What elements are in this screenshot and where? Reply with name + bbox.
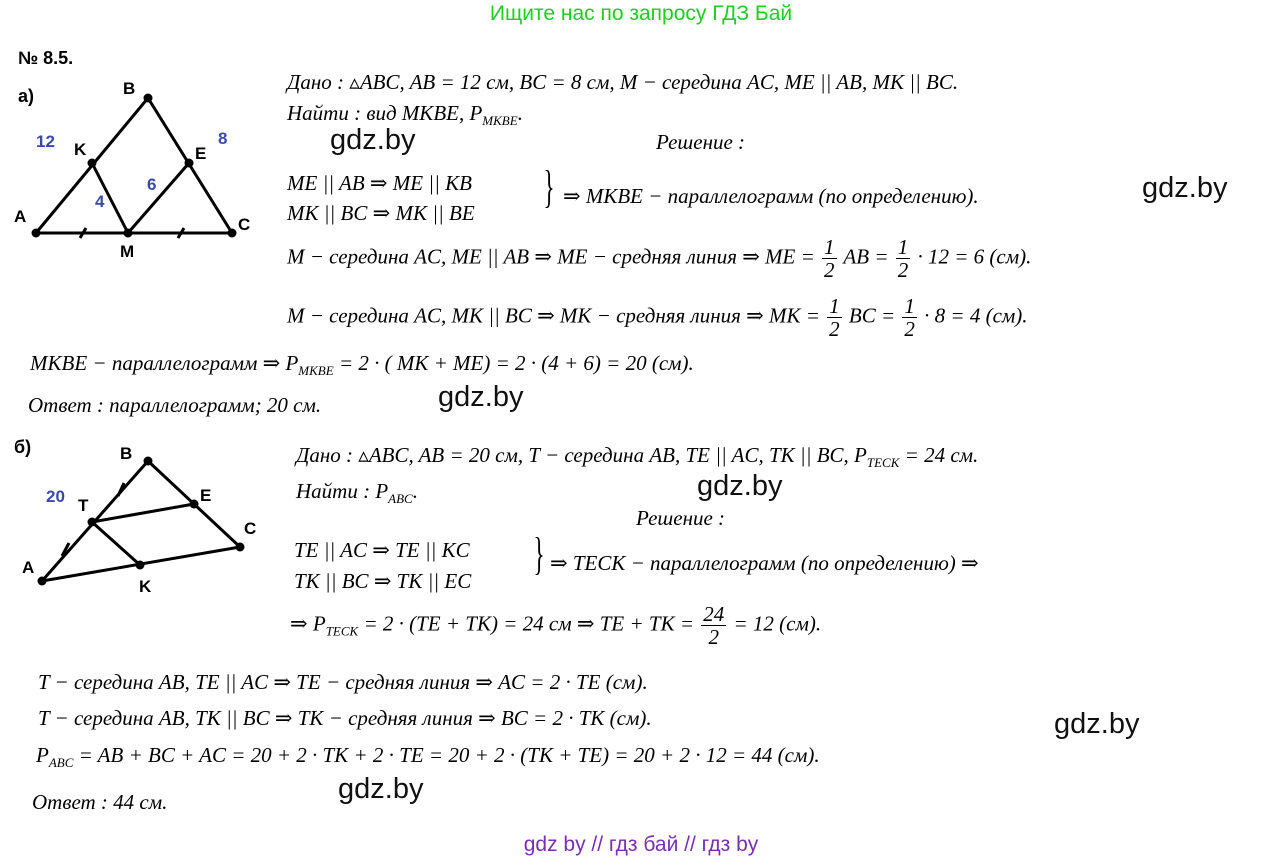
fraction bbox=[827, 295, 842, 340]
part-a-label: а) bbox=[18, 86, 35, 106]
system-b-line2: TK || BC ⇒ TK || EC bbox=[294, 569, 472, 593]
fraction-den: 2 bbox=[824, 258, 835, 283]
given-b-sub: TECK bbox=[866, 455, 900, 471]
vertex-label: A bbox=[22, 558, 35, 577]
perimeter-a-sub: MKBE bbox=[298, 363, 334, 379]
midline-bc: T − середина AB, TK || BC ⇒ TK − средняя линия ⇒ BC = 2 · TK (см). bbox=[38, 706, 652, 730]
midline-me-mid: AB = bbox=[843, 244, 889, 269]
vertex-label: B bbox=[120, 444, 133, 463]
midline-mk bbox=[287, 295, 1028, 340]
length-label: 6 bbox=[147, 175, 157, 194]
fraction-den: 2 bbox=[708, 625, 719, 650]
fraction-den: 2 bbox=[829, 317, 840, 342]
midline-me bbox=[287, 236, 1031, 281]
system-a-line2: MK || BC ⇒ MK || BE bbox=[287, 201, 475, 225]
problem-number: № 8.5. bbox=[18, 48, 74, 68]
midline-mk-mid: BC = bbox=[848, 303, 896, 328]
watermark: gdz.by bbox=[697, 470, 783, 502]
find-b: Найти : $P_{ABC}$. bbox=[296, 479, 418, 507]
brace-a: } bbox=[543, 161, 555, 212]
watermark: gdz.by bbox=[330, 124, 416, 156]
find-b-text: Найти : P bbox=[296, 479, 389, 503]
vertex-label: K bbox=[74, 140, 87, 159]
system-a-line1: ME || AB ⇒ ME || KB bbox=[287, 171, 472, 195]
watermark: gdz.by bbox=[338, 773, 424, 805]
system-a bbox=[287, 168, 475, 228]
given-b-rest: = 24 см. bbox=[899, 443, 979, 467]
solution-title-a: Решение : bbox=[656, 130, 746, 154]
perimeter-abc-rest: = AB + BC + AC = 20 + 2 · TK + 2 · TE = 20 + 2 · (TK + TE) = 20 + 2 · 12 = 44 (см). bbox=[73, 743, 820, 767]
fraction-den: 2 bbox=[897, 258, 909, 283]
midline-ac: T − середина AB, TE || AC ⇒ TE − средняя линия ⇒ AC = 2 · TE (см). bbox=[38, 670, 648, 694]
perimeter-teck-sub: TECK bbox=[325, 623, 359, 639]
solution-title-b: Решение : bbox=[636, 506, 726, 530]
watermark: gdz.by bbox=[438, 381, 524, 413]
perimeter-a bbox=[30, 351, 694, 379]
vertex-label: C bbox=[244, 519, 257, 538]
find-a-text: Найти : вид MKBE, P bbox=[287, 101, 483, 125]
vertex-label: K bbox=[139, 577, 152, 596]
find-b-sub: ABC bbox=[388, 491, 413, 507]
watermark: gdz.by bbox=[1142, 172, 1228, 204]
perimeter-abc-sub: ABC bbox=[48, 755, 74, 771]
bottom-banner: gdz by // гдз бай // гдз by bbox=[523, 833, 759, 856]
perimeter-teck bbox=[290, 603, 821, 648]
system-b-line1: TE || AC ⇒ TE || KC bbox=[294, 538, 470, 562]
brace-b: } bbox=[533, 528, 545, 579]
fraction-num: 1 bbox=[824, 235, 835, 259]
figure-a-triangle bbox=[0, 70, 280, 270]
perimeter-abc-prefix: P bbox=[36, 743, 49, 767]
vertex-label: E bbox=[200, 486, 212, 505]
vertex-label: C bbox=[238, 215, 251, 234]
midline-mk-text: M − середина AC, MK || BC ⇒ MK − средняя линия ⇒ MK = bbox=[287, 303, 820, 328]
fraction-den: 2 bbox=[904, 317, 915, 342]
system-b bbox=[294, 535, 471, 597]
fraction-num: 1 bbox=[897, 235, 909, 259]
answer-a: Ответ : параллелограмм; 20 см. bbox=[28, 393, 322, 417]
perimeter-a-prefix: MKBE − параллелограмм ⇒ P bbox=[30, 351, 299, 375]
given-a: Дано : ▵ABC, AB = 12 см, BC = 8 см, M − середина AC, ME || AB, MK || BC. bbox=[287, 70, 959, 94]
fraction-num: 1 bbox=[904, 294, 915, 318]
figure-b-triangle bbox=[0, 440, 280, 600]
length-label: 20 bbox=[46, 487, 65, 506]
system-a-result: ⇒ MKBE − параллелограмм (по определению). bbox=[563, 184, 979, 208]
find-a-sub: MKBE bbox=[482, 113, 518, 129]
vertex-label: A bbox=[14, 207, 27, 226]
perimeter-teck-mid: = 2 · (TE + TK) = 24 см ⇒ TE + TK = bbox=[358, 611, 694, 636]
given-b-text: Дано : ▵ABC, AB = 20 см, T − середина AB, TE || AC, TK || BC, P bbox=[296, 443, 867, 467]
perimeter-teck-end: = 12 (см). bbox=[733, 611, 822, 636]
length-label: 12 bbox=[36, 132, 55, 151]
perimeter-abc bbox=[36, 743, 820, 771]
top-banner: Ищите нас по запросу ГДЗ Бай bbox=[489, 2, 793, 25]
perimeter-a-rest: = 2 · ( MK + ME) = 2 · (4 + 6) = 20 (см). bbox=[333, 351, 694, 375]
midline-me-text: M − середина AC, ME || AB ⇒ ME − средняя линия ⇒ ME = bbox=[287, 244, 815, 269]
watermark: gdz.by bbox=[1054, 708, 1140, 740]
vertex-label: M bbox=[120, 242, 135, 261]
part-b-label: б) bbox=[14, 437, 32, 457]
fraction bbox=[822, 236, 837, 281]
length-label: 8 bbox=[218, 129, 228, 148]
fraction bbox=[896, 236, 911, 281]
perimeter-teck-prefix: ⇒ P bbox=[290, 611, 326, 636]
system-b-result: ⇒ TECK − параллелограмм (по определению) ⇒ bbox=[550, 551, 979, 575]
fraction bbox=[701, 603, 726, 648]
fraction-num: 24 bbox=[703, 602, 725, 626]
vertex-label: E bbox=[195, 144, 207, 163]
fraction-num: 1 bbox=[829, 294, 840, 318]
given-b bbox=[296, 443, 978, 471]
vertex-label: T bbox=[78, 496, 89, 515]
midline-mk-end: · 8 = 4 (см). bbox=[924, 303, 1028, 328]
find-a: Найти : вид MKBE, $P_{MKBE}$. bbox=[287, 101, 523, 129]
fraction bbox=[902, 295, 917, 340]
vertex-label: B bbox=[123, 79, 136, 98]
midline-me-end: · 12 = 6 (см). bbox=[917, 244, 1032, 269]
answer-b: Ответ : 44 см. bbox=[32, 790, 168, 814]
length-label: 4 bbox=[95, 192, 105, 211]
